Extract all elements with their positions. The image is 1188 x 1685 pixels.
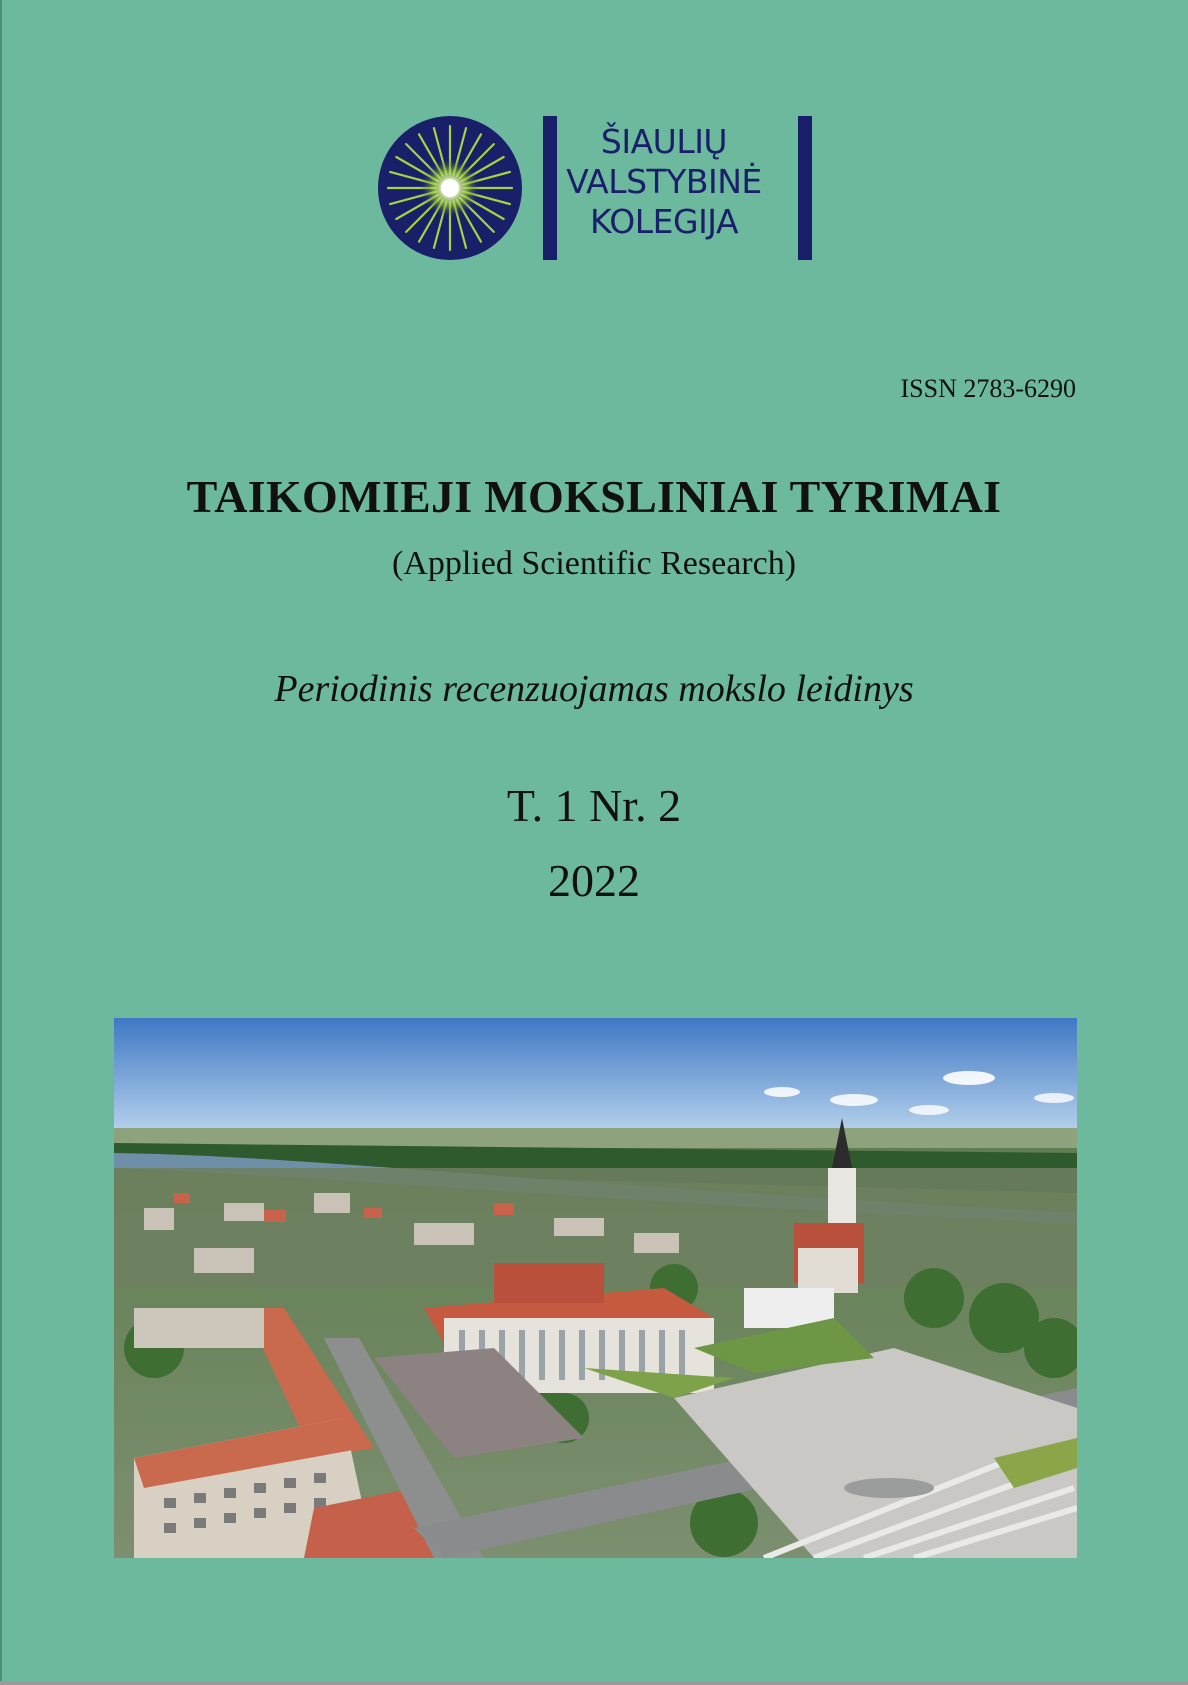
logo-line-1: ŠIAULIŲ — [600, 122, 728, 161]
cover-bottom-edge — [0, 1681, 1188, 1685]
logo-line-2: VALSTYBINĖ — [566, 162, 762, 201]
journal-tagline: Periodinis recenzuojamas mokslo leidinys — [274, 668, 914, 710]
city-aerial-photo — [114, 1018, 1077, 1558]
logo-wordmark — [564, 122, 764, 242]
journal-title: TAIKOMIEJI MOKSLINIAI TYRIMAI — [186, 471, 1002, 522]
college-logo — [378, 114, 814, 262]
volume-issue: T. 1 Nr. 2 — [506, 780, 682, 831]
issn-number: ISSN 2783-6290 — [900, 374, 1076, 403]
cover-left-edge — [0, 0, 2, 1685]
publication-year: 2022 — [548, 855, 640, 906]
logo-line-3: KOLEGIJA — [589, 202, 739, 241]
journal-subtitle: (Applied Scientific Research) — [391, 545, 797, 582]
